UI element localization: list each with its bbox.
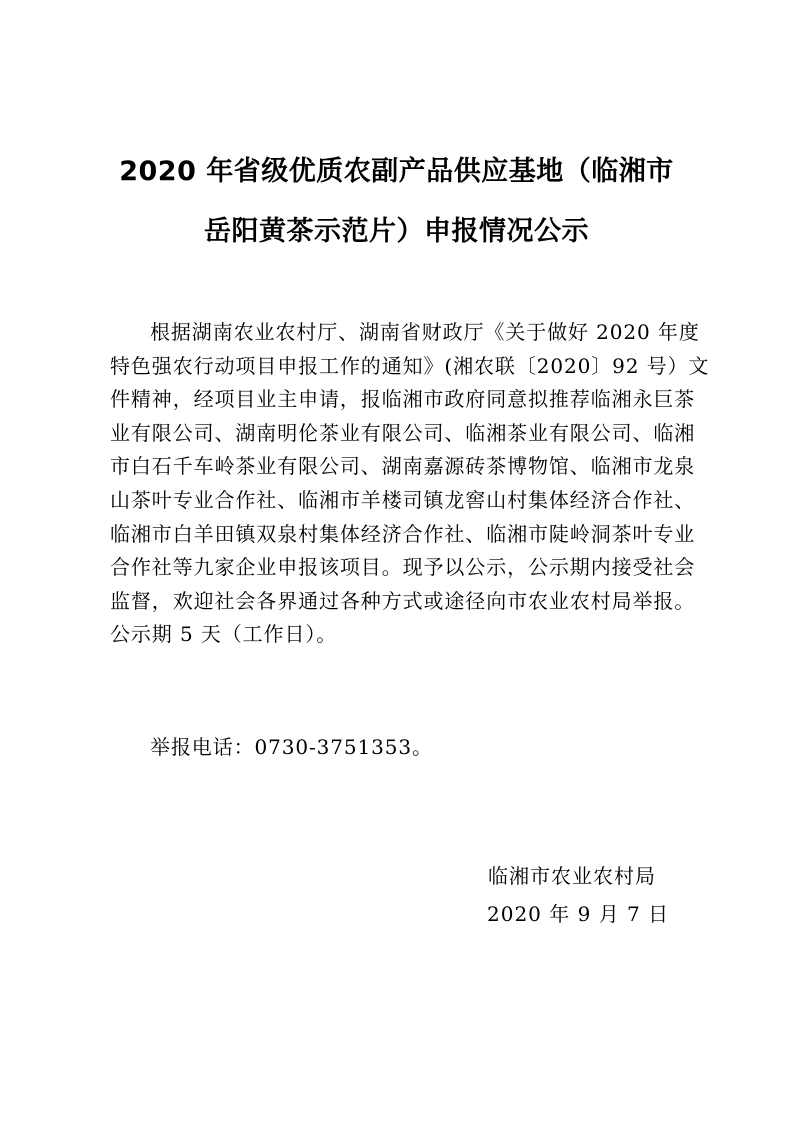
- signing-date: 2020 年 9 月 7 日: [487, 902, 670, 926]
- body-line: 合作社等九家企业申报该项目。现予以公示，公示期内接受社会: [110, 555, 696, 580]
- signing-organization: 临湘市农业农村局: [488, 864, 656, 888]
- title-line-1: 2020 年省级优质农副产品供应基地（临湘市: [119, 156, 674, 187]
- body-line: 根据湖南农业农村厅、湖南省财政厅《关于做好 2020 年度: [150, 320, 700, 344]
- body-line: 市白石千车岭茶业有限公司、湖南嘉源砖茶博物馆、临湘市龙泉: [110, 454, 696, 479]
- report-phone: 举报电话：0730-3751353。: [150, 735, 433, 759]
- body-paragraph: [110, 316, 710, 652]
- body-line: 业有限公司、湖南明伦茶业有限公司、临湘茶业有限公司、临湘: [110, 420, 696, 445]
- body-line: 临湘市白羊田镇双泉村集体经济合作社、临湘市陡岭洞茶叶专业: [110, 521, 696, 546]
- document-title: [100, 142, 693, 262]
- body-line: 山茶叶专业合作社、临湘市羊楼司镇龙窖山村集体经济合作社、: [110, 487, 696, 512]
- body-line: 监督，欢迎社会各界通过各种方式或途径向市农业农村局举报。: [110, 588, 696, 613]
- title-line-2: 岳阳黄茶示范片）申报情况公示: [204, 216, 589, 247]
- body-line: 公示期 5 天（工作日）。: [110, 622, 338, 647]
- body-line: 特色强农行动项目申报工作的通知》(湘农联〔2020〕92 号）文: [110, 353, 710, 378]
- body-line: 件精神，经项目业主申请，报临湘市政府同意拟推荐临湘永巨茶: [110, 387, 696, 412]
